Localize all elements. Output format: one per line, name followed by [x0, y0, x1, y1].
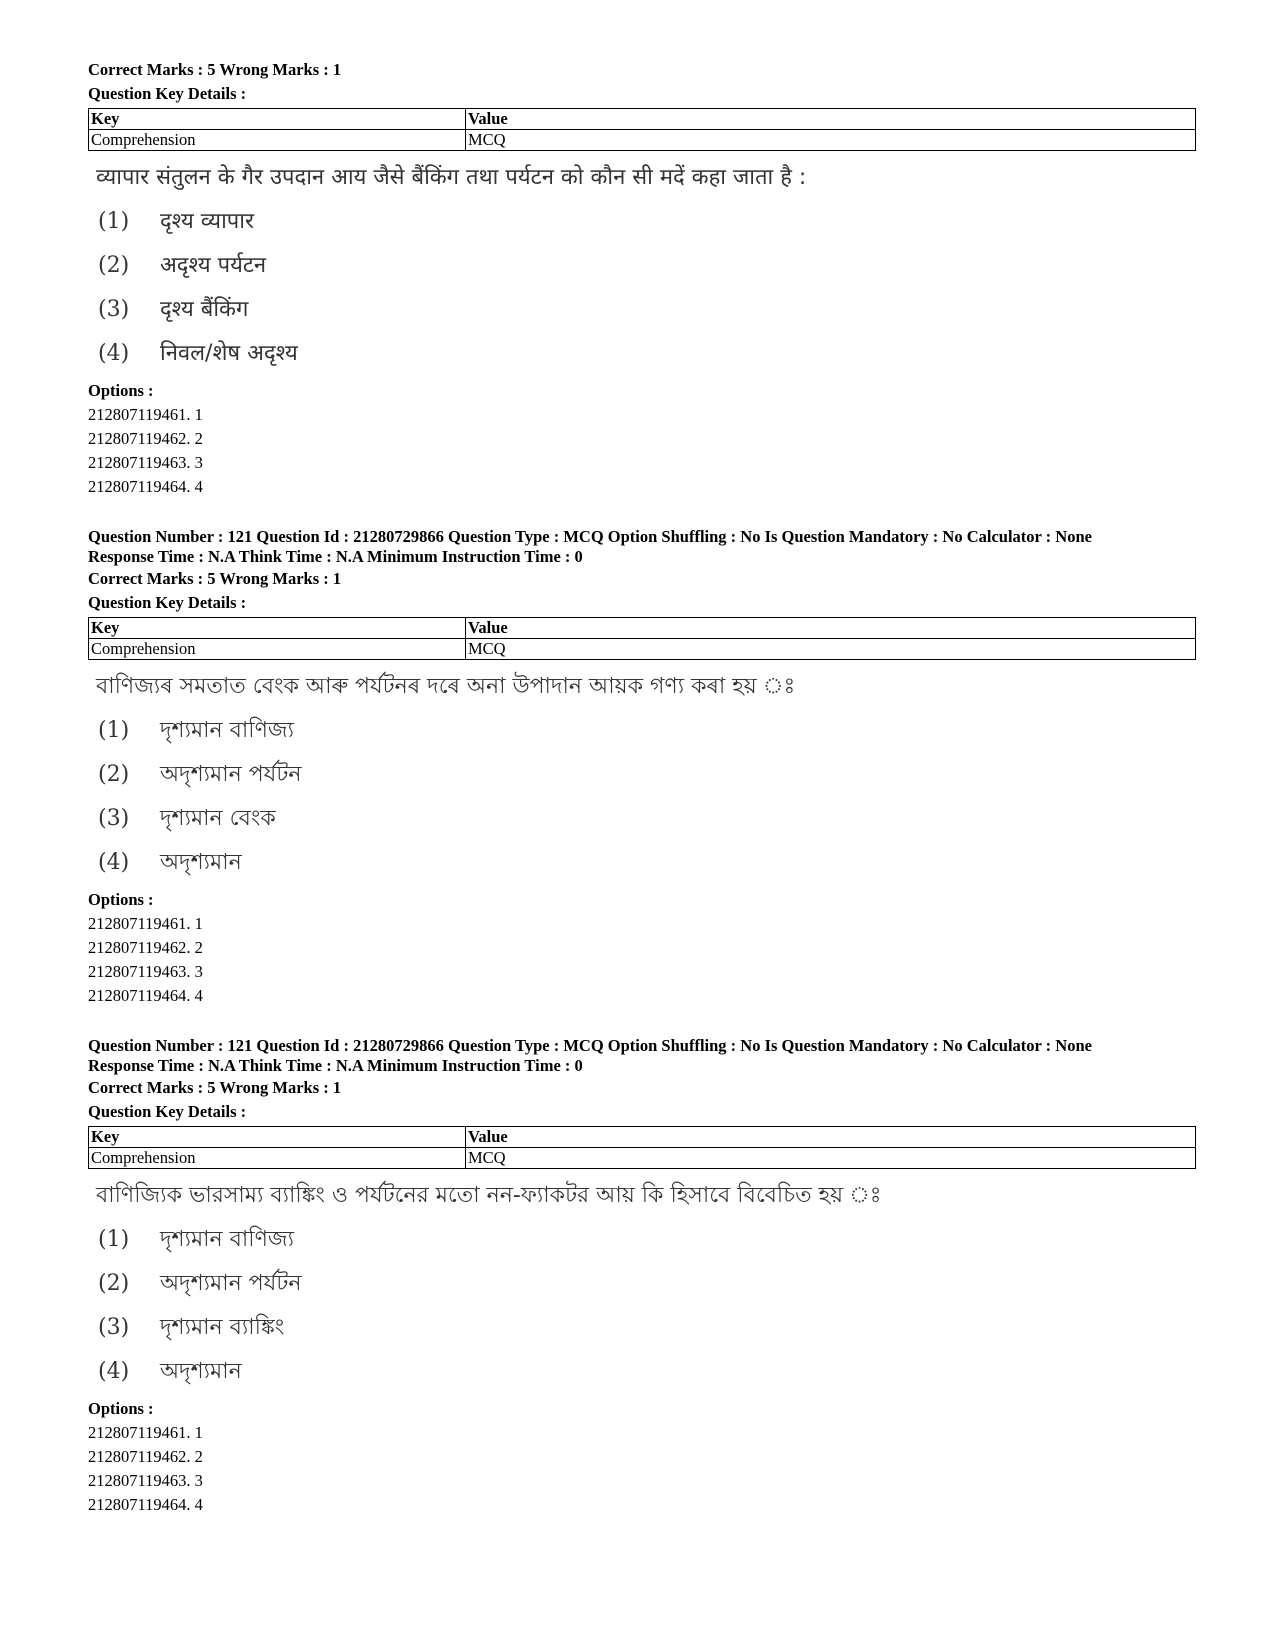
table-header-value: Value — [466, 1127, 1196, 1148]
choice-4 — [98, 848, 1196, 878]
choice-number: (1) — [98, 718, 130, 743]
question-meta-line: Question Number : 121 Question Id : 21280729866 Question Type : MCQ Option Shuffling : No Is Question Mandatory : No Calculator : None — [88, 527, 1092, 546]
choice-3 — [98, 295, 1196, 325]
table-cell-key: Comprehension — [89, 639, 466, 660]
question-block-1 — [88, 58, 1196, 499]
key-details-table — [88, 1126, 1196, 1169]
option-item: 212807119464. 4 — [88, 986, 203, 1005]
choice-text: অদৃশ্যমান পৰ্যটন — [160, 762, 302, 787]
option-item: 212807119463. 3 — [88, 453, 203, 472]
choice-text: অদৃশ্যমান — [160, 850, 242, 875]
choice-text: দৃশ্যমান ব্যাঙ্কিং — [160, 1315, 285, 1340]
table-cell-value: MCQ — [466, 1148, 1196, 1169]
question-text: व्यापार संतुलन के गैर उपदान आय जैसे बैंकिंग तथा पर्यटन को कौन सी मदें कहा जाता है : — [96, 165, 807, 190]
option-item: 212807119463. 3 — [88, 962, 203, 981]
choice-3 — [98, 804, 1196, 834]
table-header-row — [89, 109, 1196, 130]
option-item: 212807119462. 2 — [88, 1447, 203, 1466]
choice-2 — [98, 1269, 1196, 1299]
table-header-key: Key — [89, 109, 466, 130]
question-meta-line: Question Number : 121 Question Id : 21280729866 Question Type : MCQ Option Shuffling : No Is Question Mandatory : No Calculator : None — [88, 1036, 1092, 1055]
choice-number: (1) — [98, 209, 130, 234]
choice-number: (2) — [98, 1271, 130, 1296]
key-details-label: Question Key Details : — [88, 84, 247, 103]
question-block-3 — [88, 1036, 1196, 1517]
choice-4 — [98, 1357, 1196, 1387]
table-cell-key: Comprehension — [89, 1148, 466, 1169]
table-header-key: Key — [89, 618, 466, 639]
key-details-label: Question Key Details : — [88, 1102, 247, 1121]
option-item: 212807119461. 1 — [88, 405, 203, 424]
option-item: 212807119462. 2 — [88, 938, 203, 957]
table-row — [89, 130, 1196, 151]
choice-2 — [98, 760, 1196, 790]
table-header-value: Value — [466, 109, 1196, 130]
option-item: 212807119461. 1 — [88, 1423, 203, 1442]
key-details-table — [88, 108, 1196, 151]
question-text: বাণিজ্যিক ভারসাম্য ব্যাঙ্কিং ও পর্যটনের মতো নন-ফ্যাকটর আয় কি হিসাবে বিবেচিত হয় ঃ — [96, 1183, 882, 1208]
table-header-key: Key — [89, 1127, 466, 1148]
question-text: বাণিজ্যৰ সমতাত বেংক আৰু পৰ্যটনৰ দৰে অনা উপাদান আয়ক গণ্য কৰা হয় ঃ — [96, 674, 796, 699]
question-paper — [88, 58, 1196, 1517]
option-item: 212807119464. 4 — [88, 1495, 203, 1514]
choice-1 — [98, 1225, 1196, 1255]
choice-text: दृश्य बैंकिंग — [160, 297, 249, 322]
choice-number: (4) — [98, 850, 130, 875]
marks-line: Correct Marks : 5 Wrong Marks : 1 — [88, 569, 342, 588]
choice-text: দৃশ্যমান বেংক — [160, 806, 276, 831]
choice-number: (3) — [98, 806, 130, 831]
table-header-row — [89, 1127, 1196, 1148]
option-item: 212807119463. 3 — [88, 1471, 203, 1490]
choice-text: निवल/शेष अदृश्य — [160, 341, 298, 366]
marks-line: Correct Marks : 5 Wrong Marks : 1 — [88, 1078, 342, 1097]
choice-2 — [98, 251, 1196, 281]
table-cell-value: MCQ — [466, 639, 1196, 660]
options-label: Options : — [88, 381, 154, 400]
options-label: Options : — [88, 1399, 154, 1418]
choice-4 — [98, 339, 1196, 369]
option-item: 212807119462. 2 — [88, 429, 203, 448]
option-item: 212807119461. 1 — [88, 914, 203, 933]
choice-number: (2) — [98, 253, 130, 278]
question-timing-line: Response Time : N.A Think Time : N.A Minimum Instruction Time : 0 — [88, 547, 583, 566]
choice-number: (3) — [98, 297, 130, 322]
option-item: 212807119464. 4 — [88, 477, 203, 496]
table-cell-value: MCQ — [466, 130, 1196, 151]
question-timing-line: Response Time : N.A Think Time : N.A Minimum Instruction Time : 0 — [88, 1056, 583, 1075]
choice-1 — [98, 207, 1196, 237]
choice-text: অদৃশ্যমান পর্যটন — [160, 1271, 302, 1296]
table-row — [89, 1148, 1196, 1169]
choice-number: (3) — [98, 1315, 130, 1340]
key-details-label: Question Key Details : — [88, 593, 247, 612]
choice-number: (1) — [98, 1227, 130, 1252]
choice-number: (4) — [98, 341, 130, 366]
options-label: Options : — [88, 890, 154, 909]
table-header-row — [89, 618, 1196, 639]
choice-text: अदृश्य पर्यटन — [160, 253, 267, 278]
choice-text: অদৃশ্যমান — [160, 1359, 242, 1384]
key-details-table — [88, 617, 1196, 660]
choice-number: (4) — [98, 1359, 130, 1384]
choice-1 — [98, 716, 1196, 746]
question-block-2 — [88, 527, 1196, 1008]
choice-text: দৃশ্যমান বাণিজ্য — [160, 1227, 294, 1252]
marks-line: Correct Marks : 5 Wrong Marks : 1 — [88, 60, 342, 79]
table-cell-key: Comprehension — [89, 130, 466, 151]
choice-text: দৃশ্যমান বাণিজ্য — [160, 718, 294, 743]
choice-number: (2) — [98, 762, 130, 787]
choice-3 — [98, 1313, 1196, 1343]
table-row — [89, 639, 1196, 660]
table-header-value: Value — [466, 618, 1196, 639]
choice-text: दृश्य व्यापार — [160, 209, 254, 234]
